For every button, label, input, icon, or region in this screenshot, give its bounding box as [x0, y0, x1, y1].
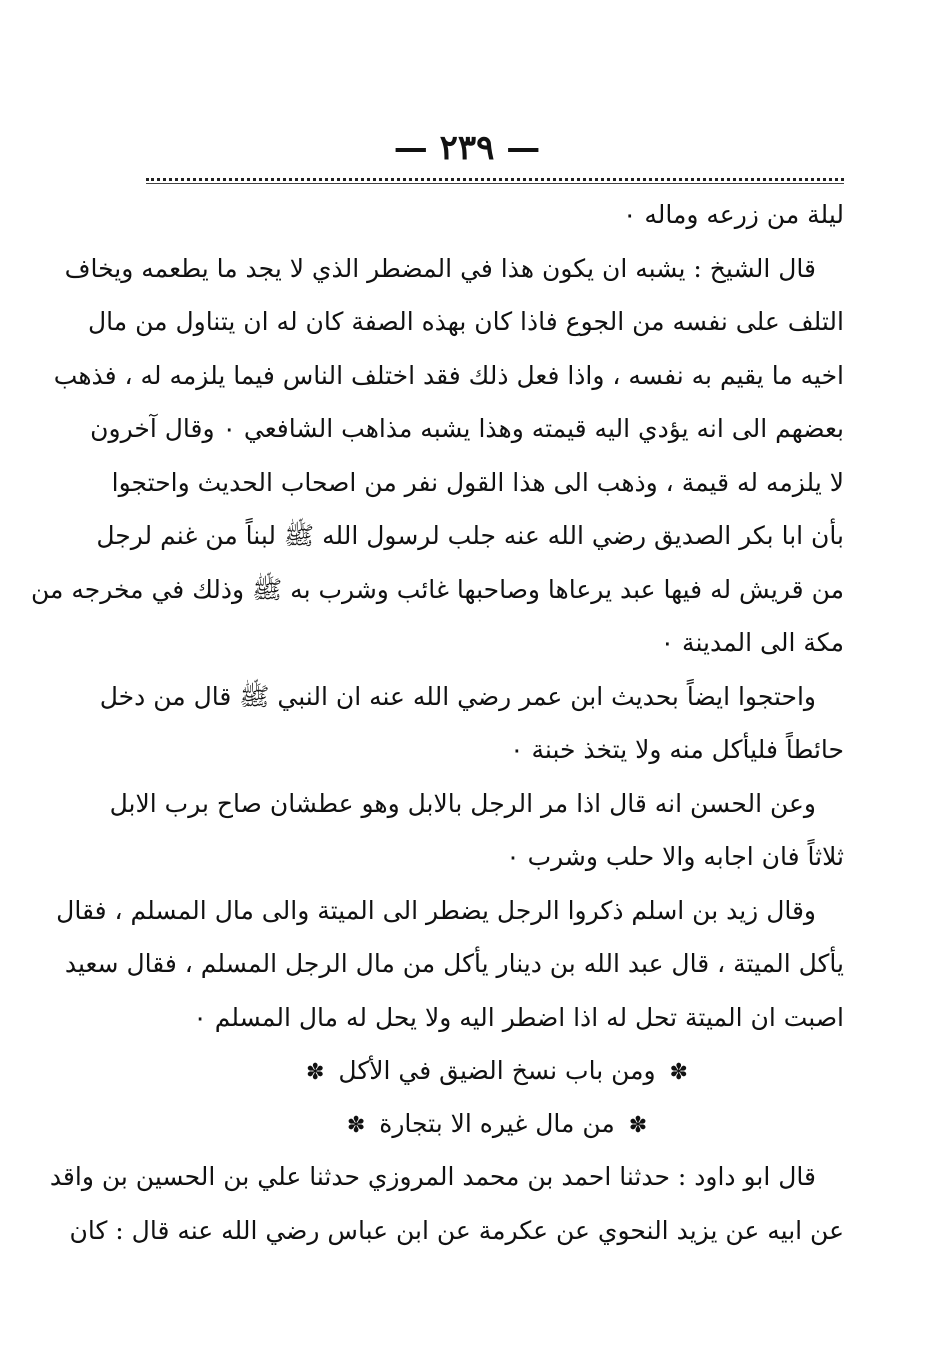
text-line: لا يلزمه له قيمة ، وذهب الى هذا القول نفر من اصحاب الحديث واحتجوا	[111, 467, 844, 497]
text-line: قال ابو داود : حدثنا احمد بن محمد المروزي حدثنا علي بن الحسين بن واقد	[49, 1162, 816, 1191]
page-number: — ٢٣٩ —	[393, 128, 541, 168]
text-line: قال الشيخ : يشبه ان يكون هذا في المضطر الذي لا يجد ما يطعمه ويخاف	[64, 253, 816, 283]
text-line: بعضهم الى انه يؤدي اليه قيمته وهذا يشبه مذاهب الشافعي ٠ وقال آخرون	[90, 414, 844, 443]
text-line: اخيه ما يقيم به نفسه ، واذا فعل ذلك فقد اختلف الناس فيما يلزمه له ، فذهب	[53, 360, 844, 390]
text-line: التلف على نفسه من الجوع فاذا كان بهذه الصفة كان له ان يتناول من مال	[87, 307, 844, 336]
text-line: يأكل الميتة ، قال عبد الله بن دينار يأكل من مال الرجل المسلم ، فقال سعيد	[64, 949, 844, 978]
text-line: ليلة من زرعه وماله ٠	[622, 200, 844, 229]
text-line: واحتجوا ايضاً بحديث ابن عمر رضي الله عنه ان النبي ﷺ قال من دخل	[99, 681, 816, 711]
text-line: بأن ابا بكر الصديق رضي الله عنه جلب لرسول الله ﷺ لبناً من غنم لرجل	[96, 521, 844, 550]
header-rule-underline	[146, 183, 844, 184]
chapter-heading-line-2	[150, 1097, 844, 1150]
text-line: ثلاثاً فان اجابه والا حلب وشرب ٠	[506, 842, 844, 871]
ornament-icon: ✽	[628, 1113, 648, 1138]
chapter-heading-line-1	[150, 1044, 844, 1097]
chapter-heading-text: ومن باب نسخ الضيق في الأكل	[338, 1056, 656, 1085]
text-line: عن ابيه عن يزيد النحوي عن عكرمة عن ابن عباس رضي الله عنه قال : كان	[69, 1215, 844, 1245]
chapter-heading-text: من مال غيره الا بتجارة	[379, 1109, 615, 1138]
text-line: من قريش له فيها عبد يرعاها وصاحبها غائب وشرب به ﷺ وذلك في مخرجه من	[30, 574, 844, 604]
text-line: وعن الحسن انه قال اذا مر الرجل بالابل وهو عطشان صاح برب الابل	[109, 788, 816, 818]
ornament-icon: ✽	[346, 1113, 366, 1138]
body-text	[30, 188, 844, 1257]
header-rule	[146, 178, 844, 181]
ornament-icon: ✽	[306, 1060, 325, 1085]
text-line: اصبت ان الميتة تحل له اذا اضطر اليه ولا يحل له مال المسلم ٠	[193, 1002, 844, 1032]
text-line: وقال زيد بن اسلم ذكروا الرجل يضطر الى الميتة والى مال المسلم ، فقال	[56, 895, 816, 925]
text-line: مكة الى المدينة ٠	[660, 628, 844, 657]
text-line: حائطاً فليأكل منه ولا يتخذ خبنة ٠	[510, 735, 844, 764]
ornament-icon: ✽	[669, 1060, 688, 1085]
